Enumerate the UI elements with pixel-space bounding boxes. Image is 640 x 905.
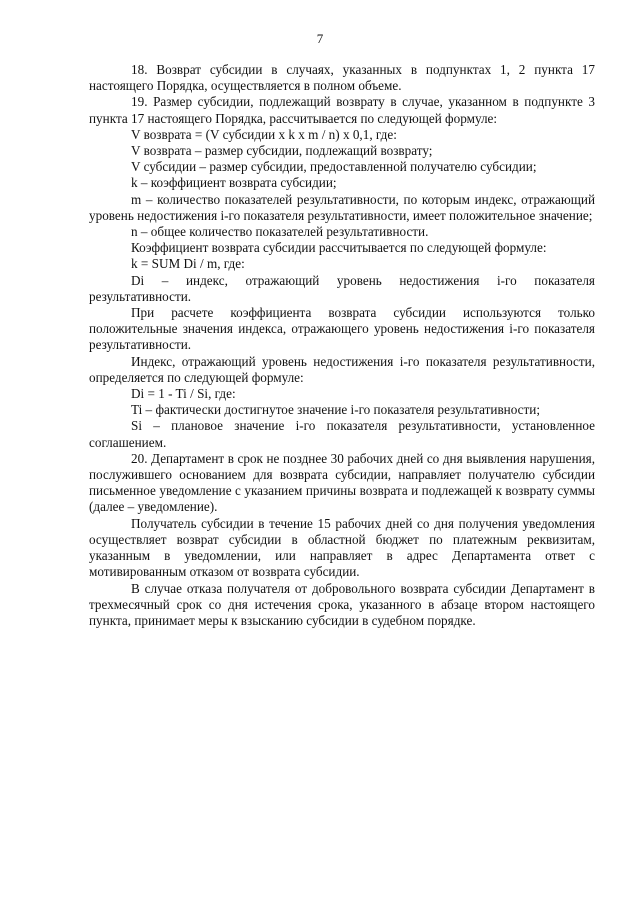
paragraph-20: 20. Департамент в срок не позднее 30 рабочих дней со дня выявления нарушения, послужившего основанием для возврата субсидии, направляет получателю субсидии письменное уведомление с указанием причины возврата и подлежащей к возврату суммы (далее – уведомление). <box>89 450 595 515</box>
definition-v-return: V возврата – размер субсидии, подлежащий возврату; <box>131 143 433 159</box>
document-body <box>89 62 595 629</box>
formula-k: k = SUM Di / m, где: <box>131 256 245 272</box>
definition-si: Si – плановое значение i-го показателя результативности, установленное соглашением. <box>89 418 595 450</box>
coefficient-intro: Коэффициент возврата субсидии рассчитывается по следующей формуле: <box>131 240 547 256</box>
paragraph-18: 18. Возврат субсидии в случаях, указанных в подпунктах 1, 2 пункта 17 настоящего Порядка, осуществляется в полном объеме. <box>89 62 595 94</box>
positive-values-note: При расчете коэффициента возврата субсидии используются только положительные значения индекса, отражающего уровень недостижения i-го показателя результативности. <box>89 305 595 353</box>
formula-v-return: V возврата = (V субсидии x k x m / n) x 0,1, где: <box>131 126 397 142</box>
definition-m: m – количество показателей результативности, по которым индекс, отражающий уровень недостижения i-го показателя результативности, имеет положительное значение; <box>89 191 595 223</box>
definition-di: Di – индекс, отражающий уровень недостижения i-го показателя результативности. <box>89 272 595 304</box>
page-number: 7 <box>316 31 324 46</box>
definition-v-subsidy: V субсидии – размер субсидии, предоставленной получателю субсидии; <box>131 159 537 175</box>
paragraph-refusal: В случае отказа получателя от добровольного возврата субсидии Департамент в трехмесячный срок со дня истечения срока, указанного в абзаце втором настоящего пункта, принимает меры к взысканию субсидии в судебном порядке. <box>89 580 595 628</box>
definition-ti: Ti – фактически достигнутое значение i-го показателя результативности; <box>131 402 540 418</box>
paragraph-19: 19. Размер субсидии, подлежащий возврату в случае, указанном в подпункте 3 пункта 17 настоящего Порядка, рассчитывается по следующей формуле: <box>89 94 595 126</box>
formula-di: Di = 1 - Ti / Si, где: <box>131 386 236 402</box>
definition-n: n – общее количество показателей результативности. <box>131 224 429 240</box>
definition-k: k – коэффициент возврата субсидии; <box>131 175 337 191</box>
index-intro: Индекс, отражающий уровень недостижения i-го показателя результативности, определяется по следующей формуле: <box>89 353 595 385</box>
paragraph-recipient-return: Получатель субсидии в течение 15 рабочих дней со дня получения уведомления осуществляет возврат субсидии в областной бюджет по платежным реквизитам, указанным в уведомлении, или направляет в адрес Департамента ответ с мотивированным отказом от возврата субсидии. <box>89 515 595 580</box>
